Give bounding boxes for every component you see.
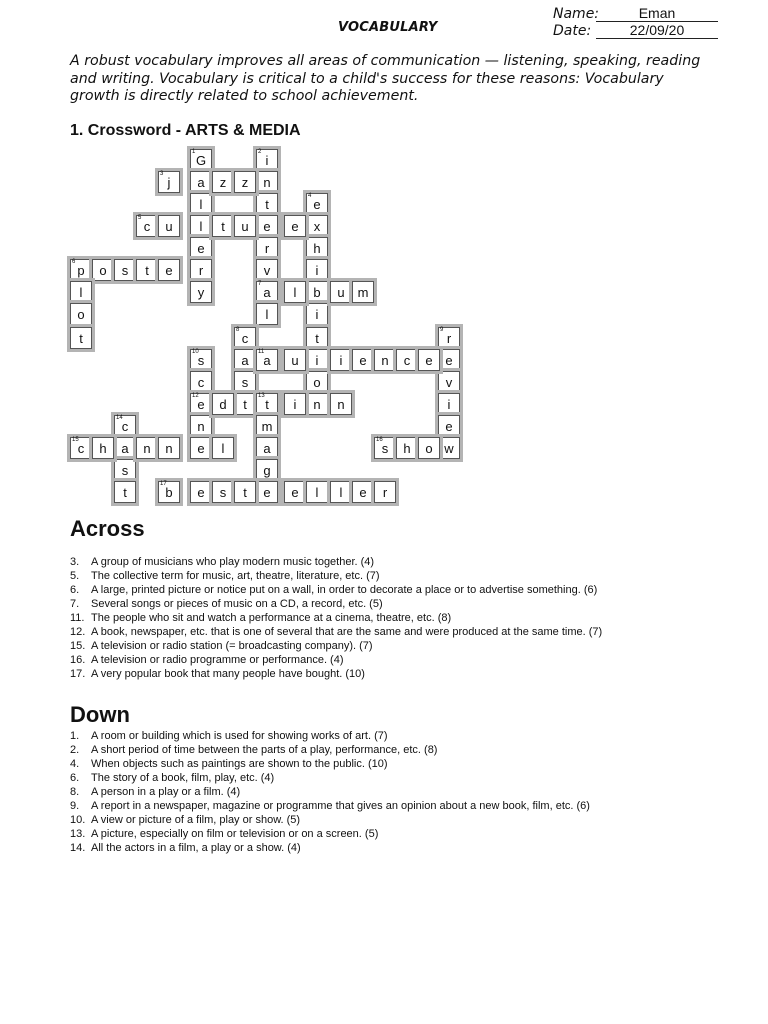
- cell-number: 8: [236, 327, 240, 333]
- crossword-cell[interactable]: [438, 437, 460, 459]
- crossword-cell[interactable]: [306, 393, 328, 415]
- cell-number: 7: [258, 281, 262, 287]
- cell-letter: b: [165, 485, 173, 500]
- name-label: Name:: [553, 6, 600, 22]
- cell-letter: o: [77, 307, 85, 322]
- clue-item: [70, 842, 301, 855]
- clue-item: [70, 828, 378, 841]
- cell-letter: w: [444, 441, 454, 456]
- clue-text: Several songs or pieces of music on a CD, a record, etc. (5): [91, 598, 383, 610]
- crossword-cell[interactable]: [114, 259, 136, 281]
- cell-number: 12: [192, 393, 199, 399]
- cell-letter: t: [243, 397, 247, 412]
- date-field[interactable]: 22/09/20: [596, 23, 718, 39]
- crossword-cell[interactable]: [284, 349, 306, 371]
- clue-number: 4.: [70, 758, 80, 770]
- clue-number: 6.: [70, 772, 80, 784]
- cell-letter: e: [425, 353, 433, 368]
- crossword-cell[interactable]: [438, 349, 460, 371]
- crossword-cell[interactable]: [190, 349, 212, 371]
- cell-letter: l: [265, 307, 269, 322]
- cell-letter: c: [143, 219, 151, 234]
- crossword-cell[interactable]: [256, 481, 278, 503]
- crossword-cell[interactable]: [114, 437, 136, 459]
- crossword-cell[interactable]: [70, 259, 92, 281]
- crossword-cell[interactable]: [158, 215, 180, 237]
- cell-letter: i: [265, 153, 269, 168]
- document-title: VOCABULARY: [338, 20, 438, 35]
- crossword-cell[interactable]: [306, 303, 328, 325]
- cell-letter: e: [359, 485, 367, 500]
- cell-letter: c: [121, 419, 129, 434]
- cell-letter: e: [313, 197, 321, 212]
- cell-letter: i: [315, 263, 319, 278]
- clue-item: [70, 640, 373, 653]
- crossword-cell[interactable]: [212, 393, 234, 415]
- crossword-cell[interactable]: [306, 327, 328, 349]
- cell-letter: c: [197, 375, 205, 390]
- crossword-cell[interactable]: [306, 193, 328, 215]
- clue-text: A picture, especially on film or television or on a screen. (5): [91, 828, 379, 840]
- cell-letter: s: [121, 263, 129, 278]
- cell-letter: s: [381, 441, 389, 456]
- cell-letter: h: [99, 441, 107, 456]
- date-label: Date:: [553, 23, 592, 39]
- crossword-cell[interactable]: [70, 281, 92, 303]
- crossword-cell[interactable]: [190, 259, 212, 281]
- crossword-cell[interactable]: [158, 481, 180, 503]
- cell-letter: o: [313, 375, 321, 390]
- crossword-cell[interactable]: [234, 393, 256, 415]
- cell-letter: o: [99, 263, 107, 278]
- crossword-cell[interactable]: [158, 171, 180, 193]
- clue-item: [70, 668, 365, 681]
- crossword-cell[interactable]: [306, 259, 328, 281]
- cell-letter: u: [291, 353, 299, 368]
- cell-letter: i: [315, 307, 319, 322]
- cell-letter: l: [293, 285, 297, 300]
- crossword-cell[interactable]: [438, 393, 460, 415]
- cell-letter: e: [165, 263, 173, 278]
- clue-item: [70, 626, 602, 639]
- crossword-cell[interactable]: [438, 371, 460, 393]
- clue-text: The people who sit and watch a performance at a cinema, theatre, etc. (8): [91, 612, 452, 624]
- cell-letter: j: [167, 175, 171, 190]
- crossword-cell[interactable]: [190, 171, 212, 193]
- crossword-cell[interactable]: [352, 481, 374, 503]
- cell-letter: z: [219, 175, 227, 190]
- cell-letter: e: [291, 219, 299, 234]
- cell-number: 10: [192, 349, 199, 355]
- clue-text: A short period of time between the parts of a play, performance, etc. (8): [91, 744, 438, 756]
- clue-item: [70, 758, 388, 771]
- cell-letter: l: [199, 197, 203, 212]
- crossword-cell[interactable]: [330, 349, 352, 371]
- crossword-cell[interactable]: [70, 303, 92, 325]
- crossword-cell[interactable]: [114, 459, 136, 481]
- cell-letter: s: [241, 375, 249, 390]
- clue-item: [70, 814, 300, 827]
- crossword-cell[interactable]: [256, 193, 278, 215]
- cell-letter: t: [145, 263, 149, 278]
- cell-letter: n: [197, 419, 205, 434]
- clue-number: 10.: [70, 814, 86, 826]
- crossword-cell[interactable]: [158, 259, 180, 281]
- cell-letter: g: [263, 463, 271, 478]
- crossword-cell[interactable]: [256, 149, 278, 171]
- clue-number: 12.: [70, 626, 86, 638]
- clue-item: [70, 598, 383, 611]
- cell-letter: e: [197, 485, 205, 500]
- cell-letter: s: [121, 463, 129, 478]
- crossword-cell[interactable]: [256, 281, 278, 303]
- clue-text: The collective term for music, art, theatre, literature, etc. (7): [91, 570, 380, 582]
- crossword-cell[interactable]: [212, 437, 234, 459]
- crossword-cell[interactable]: [396, 437, 418, 459]
- crossword-cell[interactable]: [136, 437, 158, 459]
- crossword-cell[interactable]: [92, 437, 114, 459]
- cell-letter: e: [197, 241, 205, 256]
- clue-text: A view or picture of a film, play or show. (5): [91, 814, 301, 826]
- clue-text: A report in a newspaper, magazine or programme that gives an opinion about a new book, film, etc. (6): [91, 800, 590, 812]
- cell-letter: t: [265, 197, 269, 212]
- crossword-cell[interactable]: [256, 303, 278, 325]
- cell-letter: x: [313, 219, 321, 234]
- crossword-cell[interactable]: [190, 437, 212, 459]
- cell-number: 9: [440, 327, 444, 333]
- clue-item: [70, 800, 590, 813]
- cell-letter: v: [445, 375, 453, 390]
- crossword-cell[interactable]: [136, 259, 158, 281]
- cell-letter: e: [197, 397, 205, 412]
- crossword-cell[interactable]: [212, 215, 234, 237]
- crossword-cell[interactable]: [306, 215, 328, 237]
- cell-letter: t: [221, 219, 225, 234]
- cell-letter: e: [359, 353, 367, 368]
- crossword-cell[interactable]: [330, 281, 352, 303]
- cell-number: 2: [258, 149, 262, 155]
- crossword-cell[interactable]: [330, 481, 352, 503]
- crossword-cell[interactable]: [158, 437, 180, 459]
- clue-number: 15.: [70, 640, 86, 652]
- clue-text: A very popular book that many people have bought. (10): [91, 668, 365, 680]
- cell-letter: s: [197, 353, 205, 368]
- cell-letter: t: [265, 397, 269, 412]
- crossword-cell[interactable]: [418, 349, 440, 371]
- clue-item: [70, 772, 274, 785]
- crossword-cell[interactable]: [190, 481, 212, 503]
- cell-letter: a: [121, 441, 129, 456]
- cell-letter: u: [337, 285, 345, 300]
- clue-item: [70, 744, 437, 757]
- cell-letter: e: [445, 353, 453, 368]
- cell-letter: u: [165, 219, 173, 234]
- cell-number: 16: [376, 437, 383, 443]
- cell-letter: r: [264, 241, 270, 256]
- section-title: 1. Crossword - ARTS & MEDIA: [70, 122, 301, 139]
- crossword-cell[interactable]: [92, 259, 114, 281]
- cell-letter: l: [339, 485, 343, 500]
- cell-letter: p: [77, 263, 85, 278]
- cell-number: 11: [258, 349, 265, 355]
- cell-number: 4: [308, 193, 312, 199]
- clue-number: 2.: [70, 744, 80, 756]
- crossword-cell[interactable]: [234, 327, 256, 349]
- cell-number: 5: [138, 215, 142, 221]
- cell-number: 1: [192, 149, 196, 155]
- crossword-cell[interactable]: [418, 437, 440, 459]
- clue-number: 9.: [70, 800, 80, 812]
- cell-letter: s: [219, 485, 227, 500]
- crossword-cell[interactable]: [190, 193, 212, 215]
- cell-number: 6: [72, 259, 76, 265]
- cell-letter: a: [263, 353, 271, 368]
- crossword-cell[interactable]: [306, 371, 328, 393]
- cell-letter: a: [241, 353, 249, 368]
- cell-letter: l: [79, 285, 83, 300]
- cell-letter: i: [447, 397, 451, 412]
- crossword-cell[interactable]: [284, 215, 306, 237]
- crossword-cell[interactable]: [256, 259, 278, 281]
- crossword-cell[interactable]: [256, 237, 278, 259]
- clue-number: 17.: [70, 668, 86, 680]
- clue-text: All the actors in a film, a play or a show. (4): [91, 842, 301, 854]
- crossword-cell[interactable]: [438, 415, 460, 437]
- clue-text: When objects such as paintings are shown to the public. (10): [91, 758, 388, 770]
- cell-letter: t: [243, 485, 247, 500]
- crossword-cell[interactable]: [374, 349, 396, 371]
- crossword-cell[interactable]: [330, 393, 352, 415]
- cell-letter: t: [79, 331, 83, 346]
- cell-letter: n: [263, 175, 271, 190]
- crossword-cell[interactable]: [352, 349, 374, 371]
- clue-number: 3.: [70, 556, 80, 568]
- crossword-cell[interactable]: [190, 281, 212, 303]
- crossword-cell[interactable]: [114, 415, 136, 437]
- cell-letter: m: [357, 285, 369, 300]
- across-heading: Across: [70, 516, 145, 541]
- cell-letter: v: [263, 263, 271, 278]
- cell-letter: c: [403, 353, 411, 368]
- crossword-cell[interactable]: [306, 481, 328, 503]
- cell-letter: e: [263, 485, 271, 500]
- cell-letter: z: [241, 175, 249, 190]
- cell-letter: t: [123, 485, 127, 500]
- cell-letter: i: [339, 353, 343, 368]
- clue-text: The story of a book, film, play, etc. (4): [91, 772, 275, 784]
- cell-letter: a: [263, 285, 271, 300]
- crossword-cell[interactable]: [190, 415, 212, 437]
- clue-number: 8.: [70, 786, 80, 798]
- clue-number: 1.: [70, 730, 80, 742]
- clue-text: A group of musicians who play modern music together. (4): [91, 556, 375, 568]
- cell-letter: n: [337, 397, 345, 412]
- cell-letter: e: [291, 485, 299, 500]
- crossword-cell[interactable]: [256, 349, 278, 371]
- cell-letter: a: [263, 441, 271, 456]
- cell-letter: n: [143, 441, 151, 456]
- crossword-cell[interactable]: [256, 459, 278, 481]
- clue-item: [70, 730, 388, 743]
- clue-item: [70, 612, 451, 625]
- crossword-cell[interactable]: [190, 215, 212, 237]
- name-field[interactable]: Eman: [596, 6, 718, 22]
- crossword-cell[interactable]: [234, 215, 256, 237]
- clue-number: 16.: [70, 654, 86, 666]
- cell-letter: m: [261, 419, 273, 434]
- crossword-cell[interactable]: [256, 215, 278, 237]
- crossword-cell[interactable]: [114, 481, 136, 503]
- clue-number: 13.: [70, 828, 86, 840]
- cell-letter: l: [315, 485, 319, 500]
- crossword-cell[interactable]: [212, 481, 234, 503]
- clue-text: A book, newspaper, etc. that is one of several that are the same and were produced at the same time. (7): [91, 626, 603, 638]
- cell-number: 13: [258, 393, 265, 399]
- crossword-cell[interactable]: [306, 281, 328, 303]
- cell-letter: o: [425, 441, 433, 456]
- clue-number: 5.: [70, 570, 80, 582]
- cell-letter: h: [313, 241, 321, 256]
- clue-item: [70, 584, 597, 597]
- intro-paragraph: A robust vocabulary improves all areas of communication — listening, speaking, reading and writing. Vocabulary is critical to a child's success for these reasons: Vocabulary growth is directly related to school achievement.: [70, 53, 701, 104]
- cell-letter: n: [165, 441, 173, 456]
- clue-item: [70, 786, 240, 799]
- cell-letter: i: [315, 353, 319, 368]
- clue-text: A television or radio station (= broadcasting company). (7): [91, 640, 373, 652]
- crossword-cell[interactable]: [284, 481, 306, 503]
- cell-letter: y: [197, 285, 205, 300]
- cell-letter: r: [446, 331, 452, 346]
- cell-letter: t: [315, 331, 319, 346]
- crossword-cell[interactable]: [234, 349, 256, 371]
- cell-letter: r: [382, 485, 388, 500]
- cell-letter: u: [241, 219, 249, 234]
- cell-letter: c: [77, 441, 85, 456]
- clue-text: A large, printed picture or notice put on a wall, in order to decorate a place or to advertise something. (6): [91, 584, 598, 596]
- crossword-cell[interactable]: [234, 371, 256, 393]
- cell-letter: n: [381, 353, 389, 368]
- clue-item: [70, 654, 344, 667]
- clue-item: [70, 556, 374, 569]
- crossword-cell[interactable]: [190, 237, 212, 259]
- crossword-cell[interactable]: [256, 171, 278, 193]
- crossword-cell[interactable]: [374, 481, 396, 503]
- crossword-cell[interactable]: [256, 393, 278, 415]
- clue-number: 7.: [70, 598, 80, 610]
- cell-letter: b: [313, 285, 321, 300]
- cell-letter: a: [197, 175, 205, 190]
- crossword-cell[interactable]: [70, 437, 92, 459]
- clue-item: [70, 570, 380, 583]
- crossword-cell[interactable]: [234, 171, 256, 193]
- cell-letter: G: [195, 153, 207, 168]
- crossword-cell[interactable]: [306, 237, 328, 259]
- crossword-cell[interactable]: [284, 393, 306, 415]
- cell-letter: h: [403, 441, 411, 456]
- crossword-cell[interactable]: [212, 171, 234, 193]
- clue-number: 11.: [70, 612, 85, 624]
- cell-letter: i: [293, 397, 297, 412]
- cell-number: 17: [160, 481, 167, 487]
- cell-number: 3: [160, 171, 164, 177]
- cell-letter: e: [445, 419, 453, 434]
- cell-letter: e: [197, 441, 205, 456]
- crossword-cell[interactable]: [256, 415, 278, 437]
- clue-number: 6.: [70, 584, 80, 596]
- cell-letter: l: [199, 219, 203, 234]
- cell-letter: d: [219, 397, 227, 412]
- down-heading: Down: [70, 702, 130, 727]
- crossword-cell[interactable]: [190, 149, 212, 171]
- crossword-cell[interactable]: [136, 215, 158, 237]
- crossword-cell[interactable]: [352, 281, 374, 303]
- crossword-cell[interactable]: [70, 327, 92, 349]
- cell-letter: r: [198, 263, 204, 278]
- clue-text: A person in a play or a film. (4): [91, 786, 241, 798]
- cell-letter: e: [263, 219, 271, 234]
- cell-number: 14: [116, 415, 123, 421]
- clue-number: 14.: [70, 842, 86, 854]
- clue-text: A room or building which is used for showing works of art. (7): [91, 730, 388, 742]
- cell-number: 15: [72, 437, 79, 443]
- clue-text: A television or radio programme or performance. (4): [91, 654, 344, 666]
- crossword-cell[interactable]: [190, 371, 212, 393]
- cell-letter: l: [221, 441, 225, 456]
- crossword-cell[interactable]: [256, 437, 278, 459]
- crossword-cell[interactable]: [306, 349, 328, 371]
- cell-letter: c: [241, 331, 249, 346]
- crossword-cell[interactable]: [234, 481, 256, 503]
- crossword-cell[interactable]: [284, 281, 306, 303]
- crossword-cell[interactable]: [438, 327, 460, 349]
- crossword-cell[interactable]: [374, 437, 396, 459]
- crossword-cell[interactable]: [396, 349, 418, 371]
- cell-letter: n: [313, 397, 321, 412]
- crossword-cell[interactable]: [190, 393, 212, 415]
